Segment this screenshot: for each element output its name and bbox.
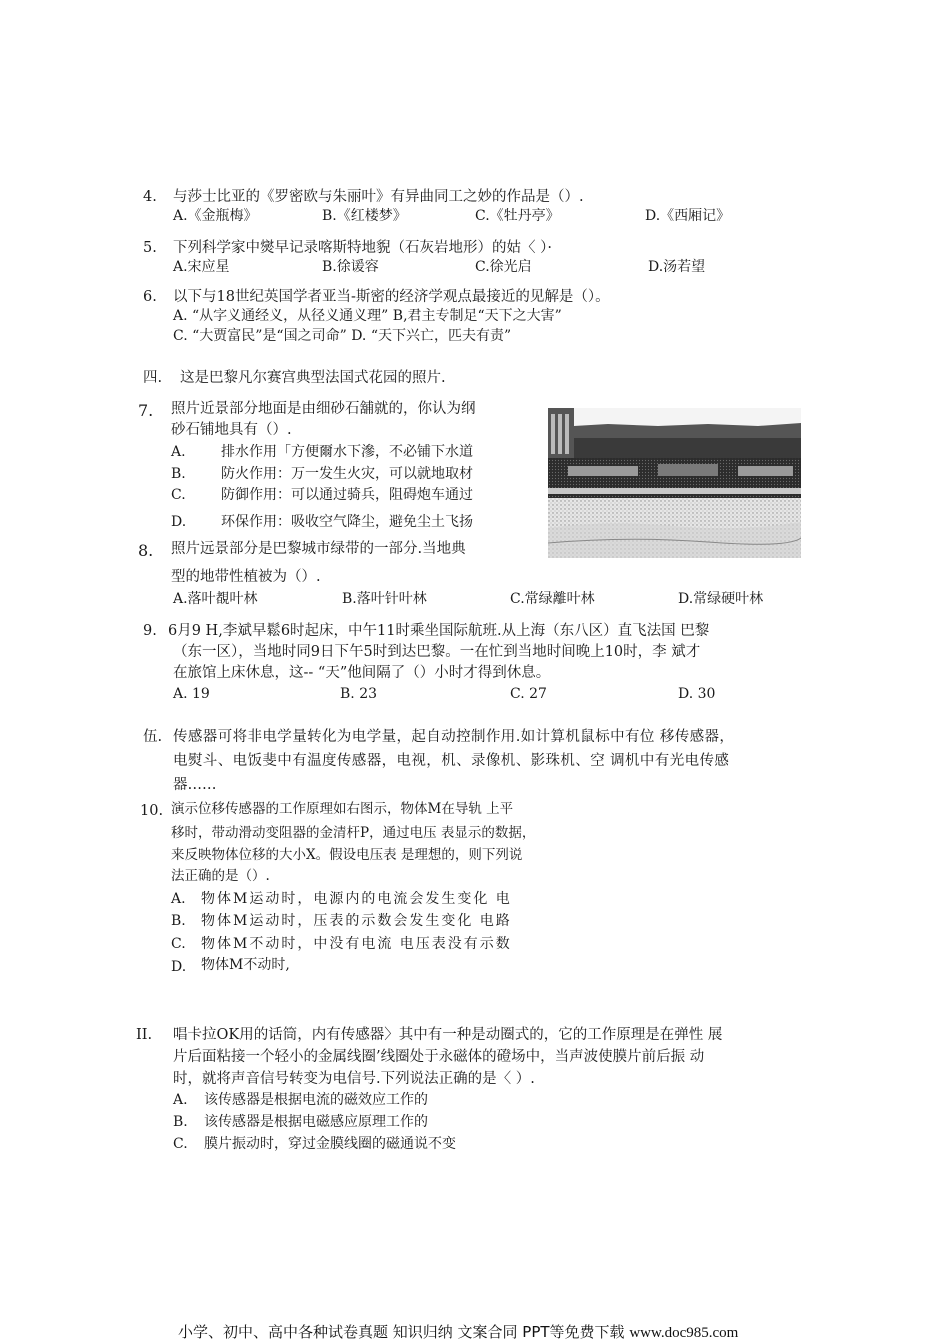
footer-text: 小学、初中、高中各种试卷真题 知识归纳 文案合同 PPT等免费下载	[178, 1323, 625, 1341]
q10-option-c-label: C.	[171, 936, 186, 952]
section-5-line-1: 传感器可将非电学量转化为电学量，起自动控制作用.如计算机鼠标中有位 移传感器，	[173, 729, 735, 745]
q7-option-a-label: A.	[171, 444, 186, 460]
q5-option-b: B.徐谖容	[322, 259, 379, 275]
q7-stem-line-1: 照片近景部分地面是由细砂石舖就的，你认为纲	[171, 401, 476, 417]
section-5-line-3: 器……	[173, 777, 217, 793]
q5-option-c: C.徐光启	[475, 259, 532, 275]
q11-option-c: 膜片振动时，穿过金膜线圈的磁通说不变	[204, 1136, 456, 1152]
q10-option-d-label: D.	[171, 959, 187, 975]
q8-option-a: A.落叶覩叶林	[173, 591, 258, 607]
q10-option-a: 物体M运动时，电源内的电流会发生变化 电	[201, 891, 512, 907]
q7-number: 7.	[138, 401, 154, 420]
q7-option-c: 防御作用：可以通过骑兵，阻碍炮车通过	[221, 487, 473, 503]
q7-option-d: 环保作用：吸收空气降尘，避免尘土飞扬	[221, 514, 473, 530]
q10-option-a-label: A.	[171, 891, 186, 907]
q11-option-c-label: C.	[173, 1136, 188, 1152]
q11-stem-line-1: 唱卡拉OK用的话筒，内有传感器〉其中有一种是动圈式的，它的工作原理是在弹性 展	[173, 1027, 723, 1043]
q11-option-b-label: B.	[173, 1114, 188, 1130]
q4-option-b: B.《红楼梦》	[322, 208, 407, 224]
footer-banner	[178, 1321, 738, 1342]
q11-stem-line-3: 时，就将声音信号转变为电信号.下列说法正确的是〈 ）.	[173, 1071, 535, 1087]
q9-stem-line-1: 6月9 H,李斌早鬆6时起床，中午11时乘坐国际航班.从上海（东八区）直飞法国 巴黎	[168, 623, 710, 639]
q9-option-a: A. 19	[173, 686, 210, 702]
q6-options-ab: A. “从字义通经义，从径义通义理” B,君主专制足“天下之大害”	[173, 308, 562, 324]
q11-option-b: 该传感器是根据电磁感应原理工作的	[204, 1114, 428, 1130]
q6-options-cd: C. “大贾富民”是“国之司命” D. “天下兴亡，匹夫有责”	[173, 328, 512, 344]
q7-stem-line-2: 砂石铺地具有（）.	[171, 422, 292, 438]
section-4-intro: 这是巴黎凡尔赛宫典型法国式花园的照片.	[180, 370, 446, 386]
q9-stem-line-2: （东一区），当地时同9日下午5时到达巴黎。一在忙到当地时间晚上10时，李 斌才	[173, 644, 701, 660]
q7-option-a: 排水作用「方便爾水下滲，不必铺下水道	[221, 444, 473, 460]
q4-stem: 与莎士比亚的《罗密欧与朱丽叶》有异曲同工之妙的作品是（）.	[173, 189, 584, 205]
q10-stem-line-2: 移时，带动滑动变阻器的金清杆P，通过电压 表显示的数据，	[171, 825, 536, 841]
q8-stem-line-1: 照片远景部分是巴黎城市绿带的一部分.当地典	[171, 541, 466, 557]
q10-option-b-label: B.	[171, 913, 186, 929]
q4-option-d: D.《西厢记》	[645, 208, 731, 224]
q5-number: 5.	[143, 240, 157, 256]
q11-stem-line-2: 片后面粘接一个轻小的金属线圈’线圈处于永磁体的磴场中，当声波使膜片前后振 动	[173, 1049, 705, 1065]
q9-option-b: B. 23	[340, 686, 378, 702]
q4-option-c: C.《牡丹亭》	[475, 208, 560, 224]
q10-option-c: 物体M不动时，中没有电流 电压表没有示数	[201, 936, 512, 952]
q9-stem-line-3: 在旅馆上床休息，这-- “天”他间隔了（）小时才得到休息。	[173, 665, 551, 681]
q5-option-d: D.汤若望	[648, 259, 706, 275]
q7-option-d-label: D.	[171, 514, 187, 530]
q10-stem-line-1: 演示位移传感器的工作原理如右图示，物体M在导轨 上平	[171, 801, 514, 817]
q9-number: 9.	[143, 623, 157, 639]
q9-option-c: C. 27	[510, 686, 547, 702]
versailles-garden-photo	[548, 408, 801, 558]
q7-option-b: 防火作用：万一发生火灾，可以就地取材	[221, 466, 473, 482]
q6-stem: 以下与18世纪英国学者亚当-斯密的经济学观点最接近的见解是（）。	[173, 289, 610, 305]
q8-stem-line-2: 型的地带性植被为（）.	[171, 569, 321, 585]
q11-option-a-label: A.	[173, 1092, 188, 1108]
q10-number: 10.	[140, 803, 164, 819]
q7-option-c-label: C.	[171, 487, 186, 503]
q8-option-c: C.常绿離叶林	[510, 591, 595, 607]
q7-option-b-label: B.	[171, 466, 186, 482]
q10-stem-line-3: 来反映物体位移的大小X。假设电压表 是理想的，则下列说	[171, 847, 523, 863]
q8-number: 8.	[138, 541, 154, 560]
section-4-number: 四.	[143, 370, 163, 386]
q11-option-a: 该传感器是根据电流的磁效应工作的	[204, 1092, 428, 1108]
section-5-line-2: 电熨斗、电饭斐中有温度传感器，电视，机、录像机、影珠机、空 调机中有光电传感	[173, 753, 730, 769]
q9-option-d: D. 30	[678, 686, 716, 702]
q4-number: 4.	[143, 189, 157, 205]
q10-option-b: 物体M运动时，压表的示数会发生变化 电路	[201, 913, 512, 929]
q8-option-b: B.落叶针叶林	[342, 591, 427, 607]
footer-link[interactable]: www.doc985.com	[629, 1325, 739, 1341]
q4-option-a: A.《金瓶梅》	[173, 208, 258, 224]
q10-stem-line-4: 法正确的是（）.	[171, 868, 270, 884]
q6-number: 6.	[143, 289, 157, 305]
q5-option-a: A.宋应星	[173, 259, 230, 275]
q11-number: II.	[136, 1027, 153, 1043]
q8-option-d: D.常绿硬叶林	[678, 591, 764, 607]
q5-stem: 下列科学家中爕早记录喀斯特地貎（石灰岩地形）的姑〈 ）·	[173, 240, 552, 256]
section-5-number: 伍.	[143, 729, 163, 745]
q10-option-d: 物体M不动时,	[201, 957, 290, 973]
